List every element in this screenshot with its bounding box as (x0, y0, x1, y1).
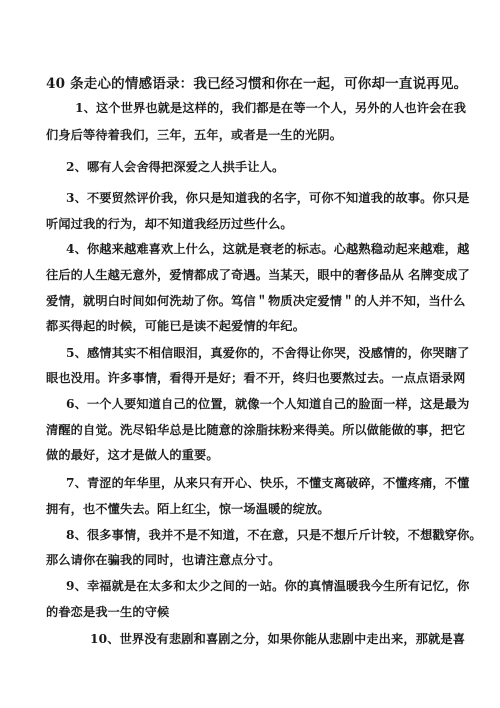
paragraph-5-line-2: 眼也没用。许多事情，看得开是好；看不开，终归也要熬过去。一点点语录网 (46, 371, 466, 385)
paragraph-9-line-1: 9、幸福就是在太多和太少之间的一站。你的真情温暖我今生所有记忆，你 (66, 579, 470, 593)
document-title: 40 条走心的情感语录：我已经习惯和你在一起，可你却一直说再见。 (46, 76, 468, 92)
paragraph-1-line-1: 1、这个世界也就是这样的，我们都是在等一个人，另外的人也许会在我 (75, 101, 467, 115)
paragraph-1-line-2: 们身后等待着我们，三年，五年，或者是一生的光阴。 (46, 128, 343, 142)
paragraph-6-line-1: 6、一个人要知道自己的位置，就像一个人知道自己的脸面一样，这是最为 (66, 397, 470, 411)
paragraph-2-line-1: 2、哪有人会舍得把深爱之人拱手让人。 (66, 160, 285, 174)
paragraph-8-line-1: 8、很多事情，我并不是不知道，不在意，只是不想斤斤计较，不想戳穿你。 (66, 528, 482, 542)
paragraph-3-line-1: 3、不要贸然评价我，你只是知道我的名字，可你不知道我的故事。你只是 (66, 191, 470, 205)
paragraph-4-line-1: 4、你越来越难喜欢上什么，这就是衰老的标志。心越熟稳动起来越难，越 (66, 242, 470, 256)
paragraph-5-line-1: 5、感情其实不相信眼泪，真爱你的，不舍得让你哭，没感情的，你哭瞎了 (66, 346, 470, 360)
paragraph-9-line-2: 的眷恋是我一生的守候 (46, 605, 170, 619)
paragraph-6-line-3: 做的最好，这才是做人的重要。 (46, 448, 219, 462)
paragraph-4-line-3: 爱情，就明白时间如何洗劫了你。笃信＂物质决定爱情＂的人并不知，当什么 (46, 294, 466, 308)
paragraph-4-line-4: 都买得起的时候，可能已是读不起爱情的年纪。 (46, 319, 306, 333)
paragraph-10-line-1: 10、世界没有悲剧和喜剧之分，如果你能从悲剧中走出来，那就是喜 (90, 632, 466, 646)
paragraph-6-line-2: 清醒的自觉。洗尽铅华总是比随意的涂脂抹粉来得美。所以做能做的事，把它 (46, 423, 466, 437)
paragraph-7-line-1: 7、青涩的年华里，从来只有开心、快乐，不懂支离破碎，不懂疼痛，不懂 (66, 476, 470, 490)
paragraph-3-line-2: 听闻过我的行为，却不知道我经历过些什么。 (46, 217, 293, 231)
paragraph-4-line-2: 往后的人生越无意外，爱情都成了奇遇。当某天，眼中的奢侈品从 名牌变成了 (46, 268, 470, 282)
paragraph-8-line-2: 那么请你在骗我的同时，也请注意点分寸。 (46, 553, 281, 567)
paragraph-7-line-2: 拥有，也不懂失去。陌上红尘，惊一场温暖的绽放。 (46, 502, 330, 516)
